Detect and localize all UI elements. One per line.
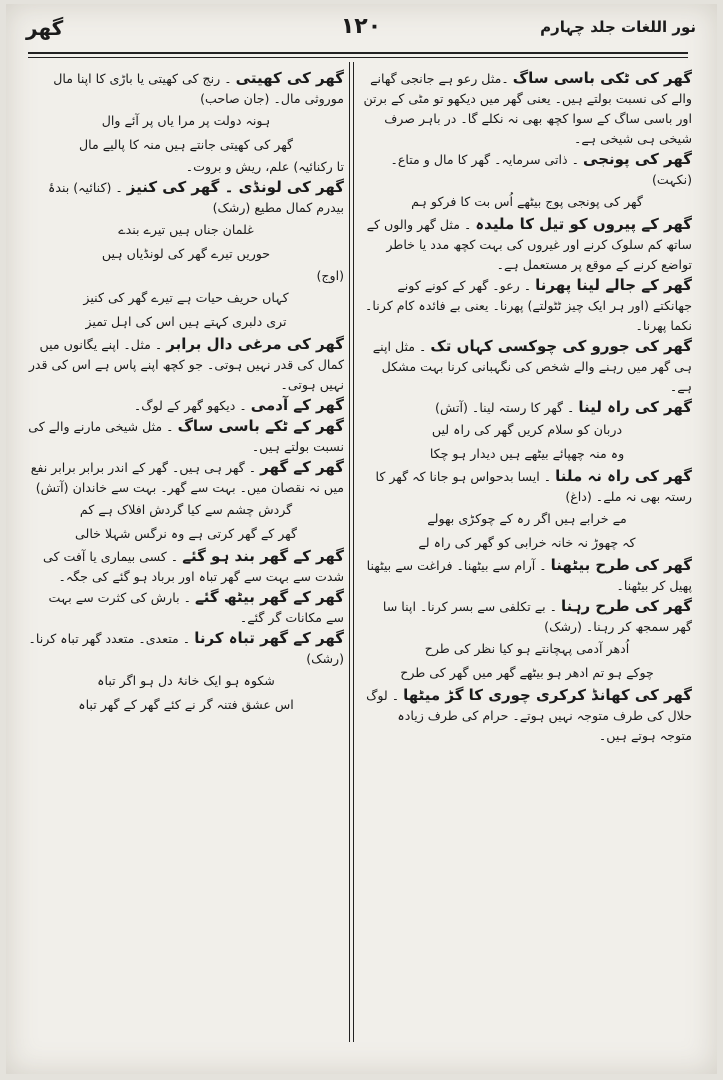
entry-headword: گھر کی طرح رہنا [561,597,692,615]
verse-line: گھر کی کھیتی جانتے ہیں منہ کا پالیے مال [78,137,294,152]
entry-definition: ۔ بے تکلفی سے بسر کرنا۔ اپنا سا گھر سمجھ کر رہنا۔ (رشک) [382,599,692,634]
dictionary-entry [28,395,344,416]
entry-definition: ۔ گھر ہی ہیں۔ گھر کے اندر برابر برابر نفع میں نہ نقصان میں۔ بہت سے گھر۔ بہت سے خاندان (آتش) [30,460,344,495]
dictionary-entry [28,546,344,587]
verse-line: گردش چشم سے کیا گردش افلاک ہے کم [79,502,293,517]
entry-headword: گھر کی راہ لینا [578,398,692,416]
dictionary-entry [28,157,344,177]
verse-couplet [28,109,344,157]
verse-line: شکوہ ہو ایک خانۂ دل ہو اگر تباہ [97,673,275,688]
dictionary-entry [362,336,692,397]
dictionary-entry [362,68,692,149]
verse-couplet [28,669,344,717]
entry-definition: (اوج) [316,268,344,283]
verse-couplet [362,190,692,214]
entry-headword: گھر کے پیروں کو تیل کا ملیدہ [475,215,692,233]
dictionary-entry [362,214,692,275]
verse-line: غلمان جناں ہیں تیرے بندے [118,222,254,237]
entry-headword: گھر کے آدمی [250,396,344,414]
verse-line: گھر کے گھر کرتی ہے وہ نرگس شہلا خالی [75,526,297,541]
verse-couplet [362,637,692,685]
page-header [26,14,696,50]
entry-definition: ۔مثل رعو ہے جانجی گھانے والے کی نسبت بولتے ہیں۔ یعنی گھر میں دیکھو تو مٹی کے برتن اور باسی ساگ کے سوا کچھ بھی نہ نکلے گا۔ در باہر صرف شیخی ہی شیخی ہے۔ [363,71,692,146]
entry-definition: ۔ رعو۔ گھر کے کونے کونے جھانکتے (اور ہر ایک چیز ٹٹولتے) پھرنا۔ یعنی بے فائدہ کام کرنا۔ نکما پھرنا۔ [365,278,692,333]
entry-headword: گھر کی کھیتی [235,69,344,87]
entry-headword: گھر کی لونڈی ۔ گھر کی کنیز [126,178,344,196]
entry-definition: ۔ ذاتی سرمایہ۔ گھر کا مال و متاع۔ (نکہت) [390,152,692,187]
header-rule-thin [28,57,688,58]
dictionary-entry [28,628,344,669]
entry-definition: ۔ آرام سے بیٹھنا۔ فراغت سے بیٹھنا پھیل کر بیٹھنا۔ [366,558,692,593]
entry-headword: گھر کی پونجی [583,150,692,168]
dictionary-entry [28,416,344,457]
entry-definition: ۔ متعدی۔ متعدد گھر تباہ کرنا۔ (رشک) [28,631,344,666]
guide-word: گھر [26,16,64,40]
verse-couplet [28,286,344,334]
page-number: ۱۲۰ [340,14,382,39]
dictionary-entry [28,587,344,628]
entry-headword: گھر کی جورو کی چوکسی کہاں تک [430,337,692,355]
verse-couplet [28,218,344,266]
dictionary-entry [362,466,692,507]
dictionary-entry [28,334,344,395]
verse-line: حوریں تیرے گھر کی لونڈیاں ہیں [101,246,271,261]
dictionary-entry [362,685,692,746]
entry-definition: ۔ رنج کی کھیتی یا باڑی کا اپنا مال موروثی مال۔ (جان صاحب) [53,71,344,106]
entry-definition: ۔ مثل گھر والوں کے ساتھ کم سلوک کرنے اور غیروں کی بہت کچھ مدد یا خاطر تواضع کرنے کے موقع پر مستعمل ہے۔ [366,217,692,272]
verse-couplet [362,507,692,555]
verse-couplet [362,418,692,466]
entry-definition: ۔ گھر کا رستہ لینا۔ (آتش) [435,400,579,415]
verse-line: کہاں حریف حیات ہے تیرے گھر کی کنیز [83,290,289,305]
entry-definition: ۔ دیکھو گھر کے لوگ۔ [133,398,251,413]
verse-line: تری دلبری کہتے ہیں اس کی اہل تمیز [85,314,287,329]
entry-definition: ۔ مثل شیخی مارنے والے کی نسبت بولتے ہیں۔ [28,419,344,454]
dictionary-entry [362,275,692,336]
entry-definition: ۔ کسی بیماری یا آفت کی شدت سے بہت سے گھر تباہ اور برباد ہو گئے کی جگہ۔ [42,549,344,584]
entry-definition: ۔ مثل اپنے ہی گھر میں رہنے والے شخص کی نگہبانی کرنا بہت مشکل ہے۔ [372,339,692,394]
dictionary-entry [28,266,344,286]
verse-line: ہونہ دولت پر مرا یاں پر آئے وال [101,113,271,128]
entry-headword: گھر کے گھر بند ہو گئے [182,547,344,565]
verse-line: کہ چھوڑ نہ خانہ خرابی کو گھر کی راہ لے [418,535,636,550]
verse-line: گھر کی پونجی پوج بیٹھے اُس بت کا فرکو ہم [411,194,643,209]
entry-headword: گھر کے جالے لینا پھرنا [535,276,692,294]
dictionary-entry [28,177,344,218]
entry-headword: گھر کی راہ نہ ملنا [555,467,692,485]
entry-headword: گھر کی کھانڈ کرکری چوری کا گڑ میٹھا [403,686,692,704]
entry-headword: گھر کی مرغی دال برابر [166,335,344,353]
entry-definition: ۔ (کنائیہ) بندۂ بیدرم کمال مطیع (رشک) [47,180,344,215]
column-divider-inner [353,62,354,1042]
entry-headword: گھر کے گھر [260,458,344,476]
verse-couplet [28,498,344,546]
entry-headword: گھر کے گھر تباہ کرنا [194,629,344,647]
entry-definition: ۔ مثل۔ اپنے یگانوں میں کمال کی قدر نہیں ہوتی۔ جو کچھ اپنے پاس ہے اس کی قدر نہیں ہوتی۔ [28,337,344,392]
entry-definition: تا رکنائیہ) علم، ریش و بروت۔ [185,159,344,174]
dictionary-entry [28,68,344,109]
entry-definition: ۔ لوگ حلال کی طرف متوجہ نہیں ہوتے۔ حرام کی طرف زیادہ متوجہ ہوتے ہیں۔ [366,688,692,743]
entry-definition: ۔ ایسا بدحواس ہو جانا کہ گھر کا رستہ بھی نہ ملے۔ (داغ) [375,469,692,504]
entry-headword: گھر کے ٹکے باسی ساگ [177,417,344,435]
dictionary-entry [362,149,692,190]
verse-line: چوکے ہو تم ادھر ہو بیٹھے گھر میں گھر کی طرح [400,665,654,680]
dictionary-entry [362,596,692,637]
verse-line: مے خرابے ہیں اگر رہ کے چوکڑی بھولے [427,511,627,526]
dictionary-entry [362,397,692,418]
dictionary-entry [28,457,344,498]
book-title: نور اللغات جلد چہارم [540,18,696,36]
entry-headword: گھر کی طرح بیٹھنا [550,556,692,574]
verse-line: اُدھر آدمی پہچانتے ہو کیا نظر کی طرح [424,641,630,656]
entry-headword: گھر کی ٹکی باسی ساگ [512,69,692,87]
verse-line: اس عشق فتنہ گر نے کئے گھر کے گھر تباہ [78,697,294,712]
dictionary-entry [362,555,692,596]
right-column [362,68,692,746]
entry-headword: گھر کے گھر بیٹھ گئے [194,588,344,606]
dictionary-page [6,4,717,1074]
verse-line: دربان کو سلام کریں گھر کی راہ لیں [431,422,623,437]
verse-line: وہ منہ چھپائے بیٹھے ہیں دیدار ہو چکا [429,446,625,461]
entry-definition: ۔ بارش کی کثرت سے بہت سے مکانات گر گئے۔ [48,590,344,625]
column-divider [349,62,350,1042]
header-rule [28,52,688,54]
left-column [28,68,344,717]
